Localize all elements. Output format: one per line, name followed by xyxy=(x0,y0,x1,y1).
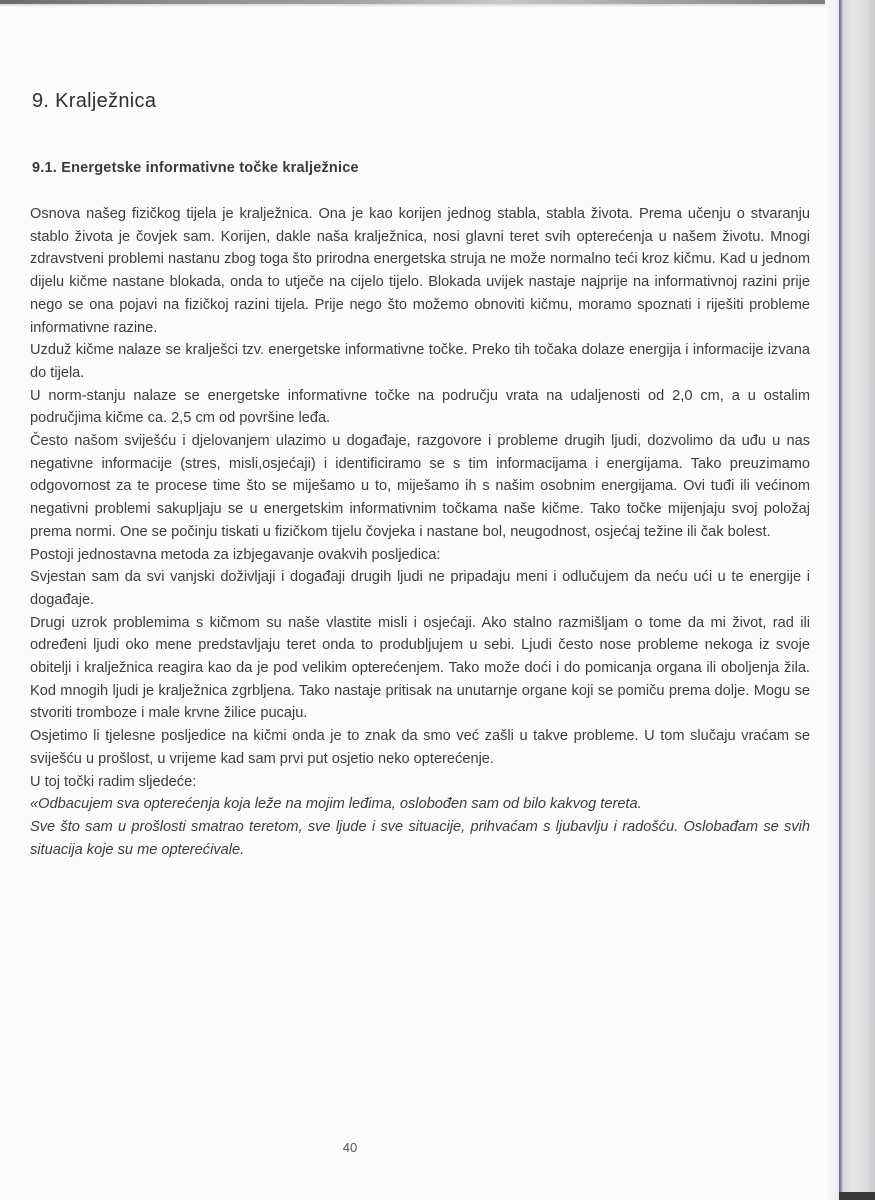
affirmation-paragraph: «Odbacujem sva opterećenja koja leže na mojim leđima, oslobođen sam od bilo kakvog tereta. xyxy=(30,796,642,813)
page-right-gutter xyxy=(825,0,839,1200)
section-title: 9.1. Energetske informativne točke kralježnice xyxy=(32,160,359,176)
paragraph: Postoji jednostavna metoda za izbjegavanje ovakvih posljedica: xyxy=(30,546,441,563)
page-number: 40 xyxy=(342,1140,358,1155)
chapter-title: 9. Kralježnica xyxy=(32,90,157,112)
paragraph: Svjestan sam da svi vanjski doživljaji i događaji drugih ljudi ne pripadaju meni i odlučujem da neću ući u te energije i događaje. xyxy=(30,569,810,608)
book-bottom-corner xyxy=(839,1192,875,1200)
paragraph: Često našom sviješću i djelovanjem ulazimo u događaje, razgovore i probleme drugih ljudi, dozvolimo da uđu u nas negativne informacije (stres, misli,osjećaji) i identificiramo se s tim informacijama i energijama. Tako preuzimamo odgovornost za te procese time što se miješamo u to, miješamo ih s našim osobnim energijama. Ovi tuđi ili većinom negativni problemi sakupljaju se u energetskim informativnim točkama naše kičme. Tako točke mijenjaju svoj položaj prema normi. One se počinju tiskati u fizičkom tijelu čovjeka i nastane bol, neugodnost, osjećaj težine ili čak bolest. xyxy=(30,433,810,540)
page-top-edge-fade xyxy=(0,4,835,7)
paragraph: Uzduž kičme nalaze se kralješci tzv. energetske informativne točke. Preko tih točaka dolaze energija i informacije izvana do tijela. xyxy=(30,342,810,381)
paragraph: Osnova našeg fizičkog tijela je kralježnica. Ona je kao korijen jednog stabla, stabla života. Prema učenju o stvaranju stablo života je čovjek sam. Korijen, dakle naša kralježnica, nosi glavni teret svih opterećenja u našem životu. Mnogi zdravstveni problemi nastanu zbog toga što prirodna energetska struja ne može normalno teći kroz kičmu. Kad u jednom dijelu kičme nastane blokada, onda to utječe na cijelo tijelo. Blokada uvijek nastaje najprije na informativnoj razini prije nego se ona pojavi na fizičkoj razini tijela. Prije nego što možemo obnoviti kičmu, moramo spoznati i riješiti probleme informativne razine. xyxy=(30,206,810,336)
paragraph: Drugi uzrok problemima s kičmom su naše vlastite misli i osjećaji. Ako stalno razmišljam o tome da mi život, rad ili određeni ljudi oko mene predstavljaju teret onda to produbljujem u sebi. Ljudi često nose probleme nekoga iz svoje obitelji i kralježnica reagira kao da je pod velikim opterećenjem. Tako može doći i do pomicanja organa ili oboljenja žila. Kod mnogih ljudi je kralježnica zgrbljena. Tako nastaje pritisak na unutarnje organe koji se pomiču prema dolje. Mogu se stvoriti tromboze i male krvne žilice pucaju. xyxy=(30,614,810,722)
paragraph: Osjetimo li tjelesne posljedice na kičmi onda je to znak da smo već zašli u takve probleme. U tom slučaju vraćam se sviješću u prošlost, u vrijeme kad sam prvi put osjetio neko opterećenje. xyxy=(30,728,810,767)
paragraph: U norm-stanju nalaze se energetske informativne točke na području vrata na udaljenosti od 2,0 cm, a u ostalim područjima kičme ca. 2,5 cm od površine leđa. xyxy=(30,387,810,427)
book-binding-edge xyxy=(839,0,875,1200)
paragraph: U toj točki radim sljedeće: xyxy=(30,773,197,790)
affirmation-paragraph: Sve što sam u prošlosti smatrao teretom, sve ljude i sve situacije, prihvaćam s ljubavlju i radošću. Oslobađam se svih situacija koje su me opterećivale. xyxy=(30,818,810,858)
body-text xyxy=(30,203,810,861)
